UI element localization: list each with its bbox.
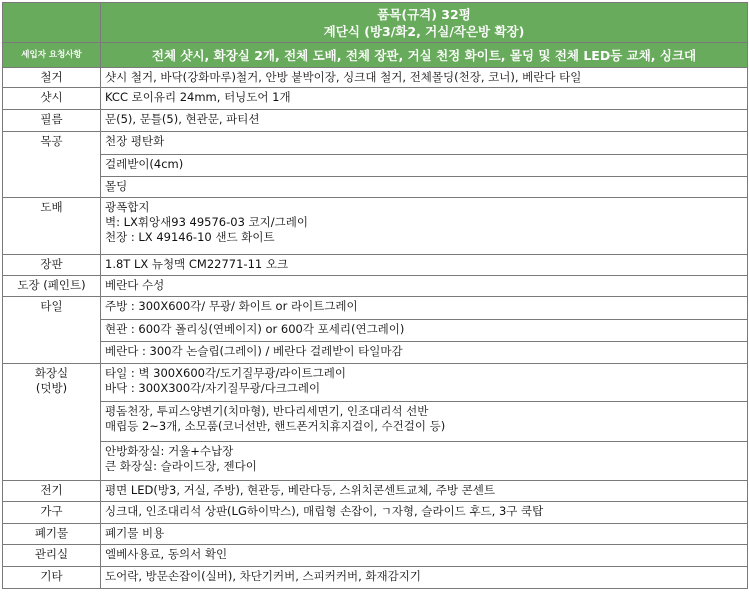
- row-label: 전기: [3, 481, 101, 502]
- row-carpentry: [3, 132, 748, 155]
- row-content: 폐기물 비용: [101, 524, 748, 545]
- row-content: [101, 198, 748, 255]
- request-row: [3, 43, 748, 68]
- row-tile-sub: [3, 342, 748, 364]
- row-bathroom-sub: [3, 442, 748, 481]
- row-furniture: [3, 502, 748, 524]
- row-flooring: [3, 255, 748, 276]
- row-content: 도어락, 방문손잡이(실버), 차단기커버, 스피커커버, 화재감지기: [101, 567, 748, 589]
- row-electric: [3, 481, 748, 502]
- row-content: 문(5), 문틀(5), 현관문, 파티션: [101, 110, 748, 132]
- row-bathroom: [3, 364, 748, 402]
- row-label: 관리실: [3, 545, 101, 567]
- content-line: 벽: LX휘앙새93 49576-03 코지/그레이: [105, 215, 308, 229]
- row-label: [3, 364, 101, 481]
- content-line: 큰 화장실: 슬라이드장, 젠다이: [105, 459, 257, 473]
- content-line: 타일 : 벽 300X600각/도기질무광/라이트그레이: [105, 366, 347, 380]
- row-tile-sub: [3, 320, 748, 342]
- header-title-cell: [101, 3, 748, 43]
- row-tile: [3, 297, 748, 320]
- row-content: 엘베사용료, 동의서 확인: [101, 545, 748, 567]
- row-content: [101, 364, 748, 402]
- row-wallpaper: [3, 198, 748, 255]
- row-label-line: 화장실: [34, 366, 69, 380]
- request-label: 세입자 요청사항: [3, 43, 101, 68]
- row-etc: [3, 567, 748, 589]
- row-label: 가구: [3, 502, 101, 524]
- row-label: 필름: [3, 110, 101, 132]
- spec-table: [2, 2, 748, 589]
- row-content: 천장 평탄화: [101, 132, 748, 155]
- row-carpentry-sub: [3, 177, 748, 198]
- content-line: 평돔천장, 투피스양변기(치마형), 반다리세면기, 인조대리석 선반: [105, 404, 429, 418]
- row-content: 현관 : 600각 폴리싱(연베이지) or 600각 포세리(연그레이): [101, 320, 748, 342]
- row-paint: [3, 276, 748, 297]
- content-line: 광폭합지: [105, 200, 150, 214]
- header-subtitle: 계단식 (방3/화2, 거실/작은방 확장): [323, 23, 525, 39]
- row-label: 타일: [3, 297, 101, 364]
- row-content: 주방 : 300X600각/ 무광/ 화이트 or 라이트그레이: [101, 297, 748, 320]
- row-sash: [3, 88, 748, 110]
- row-content: KCC 로이유리 24mm, 터닝도어 1개: [101, 88, 748, 110]
- row-label: 도배: [3, 198, 101, 255]
- row-bathroom-sub: [3, 402, 748, 442]
- row-label: 목공: [3, 132, 101, 198]
- request-text: 전체 샷시, 화장실 2개, 전체 도배, 전체 장판, 거실 천정 화이트, 몰딩 및 전체 LED등 교채, 싱크대: [101, 43, 748, 68]
- content-line: 바닥 : 300X300각/자기질무광/다크그레이: [105, 381, 321, 395]
- header-corner-cell: [3, 3, 101, 43]
- row-label: 폐기물: [3, 524, 101, 545]
- content-line: 천장 : LX 49146-10 샌드 화이트: [105, 230, 275, 244]
- row-label-line: (덧방): [35, 381, 68, 395]
- row-content: 샷시 철거, 바닥(강화마루)철거, 안방 붙박이장, 싱크대 철거, 전체몰딩(천장, 코너), 베란다 타일: [101, 68, 748, 88]
- row-content: 걸레받이(4cm): [101, 155, 748, 177]
- header-title: 품목(규격) 32평: [377, 6, 471, 22]
- row-film: [3, 110, 748, 132]
- row-content: [101, 442, 748, 481]
- row-content: 몰딩: [101, 177, 748, 198]
- row-content: 싱크대, 인조대리석 상판(LG하이막스), 매립형 손잡이, ㄱ자형, 슬라이드 후드, 3구 쿡탑: [101, 502, 748, 524]
- row-management: [3, 545, 748, 567]
- row-carpentry-sub: [3, 155, 748, 177]
- row-content: 베란다 수성: [101, 276, 748, 297]
- row-label: 철거: [3, 68, 101, 88]
- row-label: 샷시: [3, 88, 101, 110]
- row-content: 베란다 : 300각 논슬립(그레이) / 베란다 걸레받이 타일마감: [101, 342, 748, 364]
- header-row: [3, 3, 748, 43]
- row-content: 1.8T LX 뉴청맥 CM22771-11 오크: [101, 255, 748, 276]
- content-line: 매립등 2~3개, 소모품(코너선반, 핸드폰거치휴지걸이, 수건걸이 등): [105, 419, 446, 433]
- content-line: 안방화장실: 거울+수납장: [105, 444, 234, 458]
- row-waste: [3, 524, 748, 545]
- row-label: 장판: [3, 255, 101, 276]
- row-label: 기타: [3, 567, 101, 589]
- row-content: 평면 LED(방3, 거실, 주방), 현관등, 베란다등, 스위치콘센트교체, 주방 콘센트: [101, 481, 748, 502]
- row-content: [101, 402, 748, 442]
- row-label: 도장 (페인트): [3, 276, 101, 297]
- row-demolition: [3, 68, 748, 88]
